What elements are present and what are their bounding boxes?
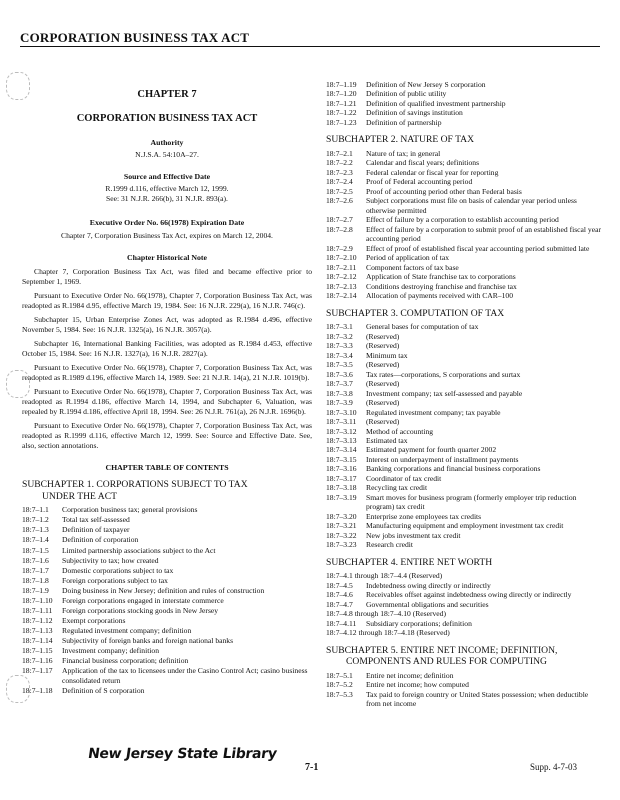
toc-entry: [326, 540, 602, 549]
subchapter-2-title: SUBCHAPTER 2. NATURE OF TAX: [326, 134, 475, 146]
section-number: 18:7–3.23: [326, 540, 357, 550]
section-title: Interest on underpayment of installment payments: [366, 454, 519, 464]
section-number: 18:7–3.14: [326, 445, 357, 455]
toc-entry: [326, 512, 602, 521]
subchapter-1-title-cont: UNDER THE ACT: [42, 490, 117, 502]
section-number: 18:7–3.3: [326, 341, 353, 351]
section-number: 18:7–2.9: [326, 243, 353, 253]
toc-entry: [22, 596, 312, 606]
toc-entry: [22, 636, 312, 646]
section-title: Application of State franchise tax to corporations: [366, 272, 516, 282]
toc-entry: [326, 379, 602, 388]
toc-entry: [326, 196, 602, 215]
section-title: 18:7–4.12 through 18:7–4.18 (Reserved): [326, 628, 450, 638]
section-number: 18:7–1.20: [326, 89, 357, 99]
section-title: Exempt corporations: [62, 615, 126, 625]
history-paragraph: Pursuant to Executive Order No. 66(1978), Chapter 7, Corporation Business Tax Act, was readopted as R.1994 d.186, effective March 14, 1994, and Subchapter 6, Valuation, was repealed by R.1994 d.186, effective April 18, 1994. See: 26 N.J.R. 761(a), 26 N.J.R. 1696(b).: [22, 387, 312, 417]
toc-entry: [326, 417, 602, 426]
header-rule: [20, 46, 600, 47]
section-number: 18:7–3.13: [326, 435, 357, 445]
toc-entry: [326, 464, 602, 473]
toc-entry: [326, 619, 602, 628]
source-heading: Source and Effective Date: [123, 172, 211, 182]
section-title: Minimum tax: [366, 350, 408, 360]
section-title: New jobs investment tax credit: [366, 530, 461, 540]
section-title: Definition of S corporation: [62, 685, 145, 695]
supplement-date: Supp. 4-7-03: [530, 762, 577, 772]
section-title: Subjectivity to tax; how created: [62, 555, 159, 565]
subchapter-1-title: [22, 479, 312, 502]
toc-entry: [326, 521, 602, 530]
toc-entry: [326, 263, 602, 272]
section-title: Foreign corporations stocking goods in New Jersey: [62, 605, 219, 615]
toc-entry: [22, 576, 312, 586]
toc-entry: [22, 626, 312, 636]
exec-order-text: Chapter 7, Corporation Business Tax Act, expires on March 12, 2004.: [61, 230, 273, 240]
left-column: [22, 80, 312, 696]
section-title: Coordinator of tax credit: [366, 473, 442, 483]
toc-entry: [326, 609, 602, 618]
section-number: 18:7–2.2: [326, 158, 353, 168]
history-paragraph: Chapter 7, Corporation Business Tax Act, was filed and became effective prior to September 1, 1969.: [22, 266, 312, 286]
section-number: 18:7–3.18: [326, 483, 357, 493]
history-paragraph: Pursuant to Executive Order No. 66(1978), Chapter 7, Corporation Business Tax Act, was readopted as R.1999 d.116, effective March 12, 1999. See: Source and Effective Date. See, also, section annotations.: [22, 421, 312, 451]
section-number: 18:7–1.21: [326, 98, 357, 108]
section-title: Entire net income; how computed: [366, 680, 469, 690]
act-title: CORPORATION BUSINESS TAX ACT: [76, 112, 258, 124]
section-title: Receivables offset against indebtedness owing directly or indirectly: [366, 590, 572, 600]
history-paragraph: Pursuant to Executive Order No. 66(1978), Chapter 7, Corporation Business Tax Act, was readopted as R.1989 d.196, effective March 14, 1989. See: 21 N.J.R. 14(a), 21 N.J.R. 1019(b).: [22, 363, 312, 383]
toc-entry: [326, 671, 602, 680]
subchapter-1-list: [22, 505, 312, 695]
section-title: Manufacturing equipment and employment investment tax credit: [366, 521, 564, 531]
section-number: 18:7–3.11: [326, 417, 357, 427]
section-number: 18:7–1.13: [22, 625, 53, 635]
toc-entry: [326, 187, 602, 196]
subchapter-5-title-line: SUBCHAPTER 5. ENTIRE NET INCOME; DEFINITION,: [326, 644, 558, 656]
toc-entry: [326, 427, 602, 436]
subchapter-3-list: [326, 322, 602, 550]
authority-text: N.J.S.A. 54:10A–27.: [135, 150, 199, 159]
section-number: 18:7–3.19: [326, 492, 357, 502]
section-title: 18:7–4.8 through 18:7–4.10 (Reserved): [326, 609, 447, 619]
authority-heading: Authority: [150, 137, 184, 147]
section-number: 18:7–5.3: [326, 689, 353, 699]
section-title: Governmental obligations and securities: [366, 599, 489, 609]
section-title: (Reserved): [366, 360, 400, 370]
section-title: Proof of Federal accounting period: [366, 177, 473, 187]
section-title: Corporation business tax; general provisions: [62, 505, 198, 515]
section-title: Doing business in New Jersey; definition and rules of construction: [62, 585, 265, 595]
section-number: 18:7–2.3: [326, 167, 353, 177]
section-title: Allocation of payments received with CAR–100: [366, 291, 513, 301]
section-title: Regulated investment company; definition: [62, 625, 192, 635]
running-head: CORPORATION BUSINESS TAX ACT: [20, 30, 250, 45]
section-number: 18:7–2.13: [326, 281, 357, 291]
toc-entry: [326, 690, 602, 709]
section-title: Tax rates—corporations, S corporations and surtax: [366, 369, 521, 379]
section-number: 18:7–2.4: [326, 177, 353, 187]
section-title: Definition of public utility: [366, 89, 447, 99]
section-number: 18:7–1.14: [22, 635, 53, 645]
section-number: 18:7–2.5: [326, 186, 353, 196]
section-number: 18:7–1.3: [22, 525, 49, 535]
section-number: 18:7–3.6: [326, 369, 353, 379]
section-title: Effect of failure by a corporation to submit proof of an established fiscal year accounting period: [366, 224, 601, 244]
toc-entry: [326, 225, 602, 244]
toc-entry: [326, 483, 602, 492]
section-number: 18:7–1.5: [22, 545, 49, 555]
section-title: (Reserved): [366, 417, 400, 427]
section-title: Recycling tax credit: [366, 483, 428, 493]
section-number: 18:7–2.11: [326, 262, 357, 272]
section-number: 18:7–5.1: [326, 670, 353, 680]
toc-entry: [326, 474, 602, 483]
section-number: 18:7–1.9: [22, 585, 49, 595]
section-title: Investment company; tax self-assessed and payable: [366, 388, 523, 398]
section-title: Definition of corporation: [62, 535, 139, 545]
section-title: Financial business corporation; definition: [62, 655, 189, 665]
toc-heading: CHAPTER TABLE OF CONTENTS: [105, 463, 229, 473]
section-title: Foreign corporations subject to tax: [62, 575, 168, 585]
section-title: Definition of savings institution: [366, 108, 463, 118]
subchapter-3-title: SUBCHAPTER 3. COMPUTATION OF TAX: [326, 307, 505, 319]
toc-entry: [326, 590, 602, 599]
subchapter-4-title: SUBCHAPTER 4. ENTIRE NET WORTH: [326, 556, 493, 568]
section-number: 18:7–4.6: [326, 590, 353, 600]
section-title: General bases for computation of tax: [366, 322, 479, 332]
section-title: Application of the tax to licensees under the Casino Control Act; casino business consolidated return: [62, 665, 308, 685]
toc-entry: [22, 515, 312, 525]
toc-entry: [326, 149, 602, 158]
toc-entry: [326, 531, 602, 540]
section-title: Regulated investment company; tax payable: [366, 407, 501, 417]
toc-entry: [326, 680, 602, 689]
source-line: See: 31 N.J.R. 266(b), 31 N.J.R. 893(a).: [106, 194, 228, 204]
section-number: 18:7–3.5: [326, 360, 353, 370]
toc-entry: [326, 215, 602, 224]
toc-entry: [22, 535, 312, 545]
toc-entry: [326, 571, 602, 580]
toc-entry: [22, 525, 312, 535]
section-number: 18:7–3.22: [326, 530, 357, 540]
section-title: Conditions destroying franchise and franchise tax: [366, 281, 517, 291]
exec-order-heading: Executive Order No. 66(1978) Expiration Date: [89, 218, 245, 228]
section-number: 18:7–3.9: [326, 398, 353, 408]
toc-entry: [326, 253, 602, 262]
section-number: 18:7–1.7: [22, 565, 49, 575]
section-title: Federal calendar or fiscal year for reporting: [366, 167, 499, 177]
section-title: Proof of accounting period other than Federal basis: [366, 186, 522, 196]
section-number: 18:7–4.5: [326, 580, 353, 590]
section-title: Effect of proof of established fiscal year accounting period submitted late: [366, 243, 590, 253]
toc-entry: [22, 646, 312, 656]
toc-entry: [22, 505, 312, 515]
section-number: 18:7–2.14: [326, 291, 357, 301]
toc-entry: [326, 332, 602, 341]
section-number: 18:7–1.6: [22, 555, 49, 565]
section-number: 18:7–3.20: [326, 511, 357, 521]
section-title: Period of application of tax: [366, 253, 450, 263]
section-title: Component factors of tax base: [366, 262, 459, 272]
section-title: Total tax self-assessed: [62, 515, 130, 525]
section-title: Investment company; definition: [62, 645, 160, 655]
toc-entry: [326, 168, 602, 177]
section-title: Indebtedness owing directly or indirectly: [366, 580, 491, 590]
section-number: 18:7–1.16: [22, 655, 53, 665]
section-title: Subsidiary corporations; definition: [366, 618, 472, 628]
toc-entry: [22, 556, 312, 566]
subchapter-5-title: [326, 645, 602, 668]
section-number: 18:7–2.12: [326, 272, 357, 282]
section-number: 18:7–1.1: [22, 505, 49, 515]
toc-entry: [326, 493, 602, 512]
section-number: 18:7–1.2: [22, 515, 49, 525]
section-number: 18:7–2.8: [326, 224, 353, 234]
section-title: (Reserved): [366, 341, 400, 351]
toc-entry: [326, 389, 602, 398]
section-title: Calendar and fiscal years; definitions: [366, 158, 480, 168]
toc-entry: [326, 291, 602, 300]
source-lines: [22, 184, 312, 204]
section-title: Definition of qualified investment partnership: [366, 98, 506, 108]
history-paragraph: Pursuant to Executive Order No. 66(1978), Chapter 7, Corporation Business Tax Act, was readopted as R.1984 d.95, effective March 19, 1984. See: 16 N.J.R. 229(a), 16 N.J.R. 746(c).: [22, 290, 312, 310]
toc-entry: [326, 177, 602, 186]
section-title: Estimated payment for fourth quarter 2002: [366, 445, 497, 455]
section-number: 18:7–3.8: [326, 388, 353, 398]
toc-entry: [22, 616, 312, 626]
toc-entry: [326, 408, 602, 417]
section-number: 18:7–3.17: [326, 473, 357, 483]
section-number: 18:7–1.10: [22, 595, 53, 605]
toc-entry: [22, 686, 312, 696]
section-number: 18:7–3.21: [326, 521, 357, 531]
section-number: 18:7–1.11: [22, 605, 53, 615]
subchapter-2-list: [326, 149, 602, 301]
toc-entry: [22, 546, 312, 556]
toc-entry: [326, 89, 602, 98]
section-number: 18:7–1.17: [22, 665, 53, 675]
section-number: 18:7–5.2: [326, 680, 353, 690]
section-title: Enterprise zone employees tax credits: [366, 511, 482, 521]
library-stamp: New Jersey State Library: [86, 746, 278, 762]
section-title: Foreign corporations engaged in interstate commerce: [62, 595, 224, 605]
section-title: (Reserved): [366, 398, 400, 408]
section-title: (Reserved): [366, 379, 400, 389]
section-number: 18:7–3.2: [326, 331, 353, 341]
section-title: Method of accounting: [366, 426, 434, 436]
toc-entry: [22, 666, 312, 686]
section-number: 18:7–1.15: [22, 645, 53, 655]
section-number: 18:7–3.10: [326, 407, 357, 417]
section-number: 18:7–3.4: [326, 350, 353, 360]
toc-entry: [22, 586, 312, 596]
section-title: Nature of tax; in general: [366, 148, 441, 158]
source-line: R.1999 d.116, effective March 12, 1999.: [105, 184, 229, 194]
toc-entry: [326, 445, 602, 454]
toc-entry: [22, 566, 312, 576]
section-number: 18:7–2.6: [326, 196, 353, 206]
section-number: 18:7–1.23: [326, 117, 357, 127]
toc-entry: [326, 118, 602, 127]
toc-entry: [326, 158, 602, 167]
section-title: Definition of partnership: [366, 117, 442, 127]
toc-entry: [326, 581, 602, 590]
section-title: Domestic corporations subject to tax: [62, 565, 174, 575]
toc-entry: [326, 370, 602, 379]
toc-entry: [326, 272, 602, 281]
toc-entry: [326, 341, 602, 350]
section-number: 18:7–4.11: [326, 618, 357, 628]
toc-entry: [22, 656, 312, 666]
toc-entry: [326, 398, 602, 407]
subchapter-5-list: [326, 671, 602, 709]
toc-entry: [326, 282, 602, 291]
section-title: Estimated tax: [366, 435, 408, 445]
page-number: 7-1: [305, 762, 319, 773]
section-title: Subject corporations must file on basis of calendar year period unless otherwise permitted: [366, 196, 577, 215]
section-title: Entire net income; definition: [366, 670, 454, 680]
toc-entry: [326, 600, 602, 609]
toc-entry: [326, 244, 602, 253]
toc-entry: [326, 455, 602, 464]
section-title: Tax paid to foreign country or United States possession; when deductible from net income: [366, 689, 589, 709]
subchapter-1-title-line: SUBCHAPTER 1. CORPORATIONS SUBJECT TO TAX: [22, 479, 248, 491]
section-title: Definition of New Jersey S corporation: [366, 80, 486, 89]
chapter-heading: CHAPTER 7: [137, 89, 197, 100]
right-column: [326, 80, 602, 709]
toc-entry: [326, 360, 602, 369]
toc-entry: [326, 99, 602, 108]
section-title: Banking corporations and financial business corporations: [366, 464, 541, 474]
section-title: Limited partnership associations subject to the Act: [62, 545, 216, 555]
toc-entry: [326, 80, 602, 89]
section-number: 18:7–3.16: [326, 464, 357, 474]
section-number: 18:7–1.8: [22, 575, 49, 585]
history-notes: [22, 267, 312, 451]
history-paragraph: Subchapter 15, Urban Enterprise Zones Act, was adopted as R.1984 d.496, effective November 5, 1984. See: 16 N.J.R. 1325(a), 16 N.J.R. 3057(a).: [22, 314, 312, 334]
section-number: 18:7–2.10: [326, 253, 357, 263]
section-number: 18:7–3.15: [326, 454, 357, 464]
section-number: 18:7–1.12: [22, 615, 53, 625]
toc-entry: [326, 322, 602, 331]
section-number: 18:7–3.12: [326, 426, 357, 436]
history-paragraph: Subchapter 16, International Banking Facilities, was adopted as R.1984 d.453, effective October 15, 1984. See: 16 N.J.R. 1327(a), 16 N.J.R. 2827(a).: [22, 339, 312, 359]
history-heading: Chapter Historical Note: [127, 252, 207, 262]
section-title: Research credit: [366, 540, 414, 550]
section-title: Definition of taxpayer: [62, 525, 130, 535]
section-title: (Reserved): [366, 331, 400, 341]
section-title: 18:7–4.1 through 18:7–4.4 (Reserved): [326, 571, 443, 581]
subchapter-1-list-cont: [326, 80, 602, 127]
section-title: Effect of failure by a corporation to establish accounting period: [366, 215, 559, 225]
section-number: 18:7–2.1: [326, 148, 353, 158]
toc-entry: [326, 108, 602, 117]
toc-entry: [326, 351, 602, 360]
section-title: Subjectivity of foreign banks and foreign national banks: [62, 635, 234, 645]
section-number: 18:7–1.22: [326, 108, 357, 118]
section-title: Smart moves for business program (formerly employer trip reduction program) tax credit: [366, 492, 577, 512]
toc-entry: [326, 436, 602, 445]
subchapter-5-title-cont: COMPONENTS AND RULES FOR COMPUTING: [346, 656, 547, 668]
section-number: 18:7–1.4: [22, 535, 49, 545]
toc-entry: [326, 628, 602, 637]
section-number: 18:7–3.7: [326, 379, 353, 389]
section-number: 18:7–3.1: [326, 322, 353, 332]
section-number: 18:7–1.19: [326, 80, 357, 89]
toc-entry: [22, 606, 312, 616]
section-number: 18:7–1.18: [22, 685, 53, 695]
subchapter-4-list: [326, 571, 602, 637]
section-number: 18:7–2.7: [326, 215, 353, 225]
section-number: 18:7–4.7: [326, 599, 353, 609]
